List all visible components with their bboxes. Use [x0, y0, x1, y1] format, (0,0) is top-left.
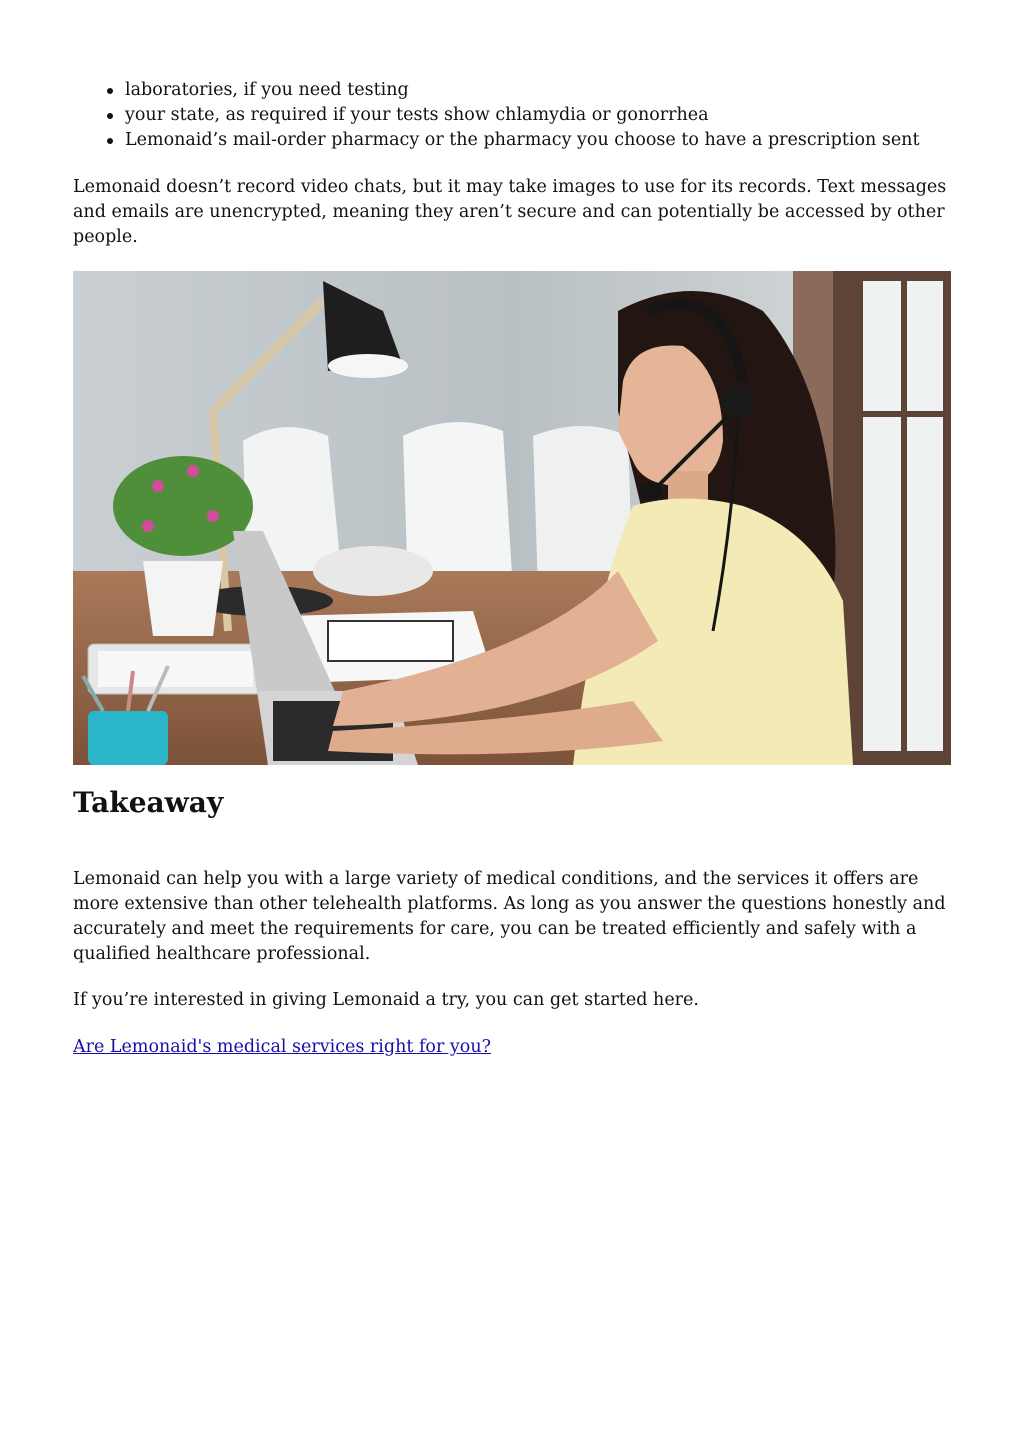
- customer-support-photo: [73, 271, 951, 765]
- list-item: laboratories, if you need testing: [125, 78, 919, 103]
- services-link[interactable]: Are Lemonaid's medical services right for you?: [73, 1037, 491, 1057]
- recipient-list: [73, 78, 919, 153]
- records-paragraph: Lemonaid doesn’t record video chats, but it may take images to use for its records. Text messages and emails are unencrypted, meaning they aren’t secure and can potentially be accessed by other people.: [73, 177, 947, 247]
- takeaway-paragraph: Lemonaid can help you with a large variety of medical conditions, and the services it offers are more extensive than other telehealth platforms. As long as you answer the questions honestly and accurately and meet the requirements for care, you can be treated efficiently and safely with a qualified healthcare professional.: [73, 869, 946, 964]
- get-started-paragraph: If you’re interested in giving Lemonaid a try, you can get started here.: [73, 990, 699, 1010]
- list-item: Lemonaid’s mail-order pharmacy or the pharmacy you choose to have a prescription sent: [125, 128, 919, 153]
- list-item: your state, as required if your tests show chlamydia or gonorrhea: [125, 103, 919, 128]
- section-heading: Takeaway: [73, 786, 224, 819]
